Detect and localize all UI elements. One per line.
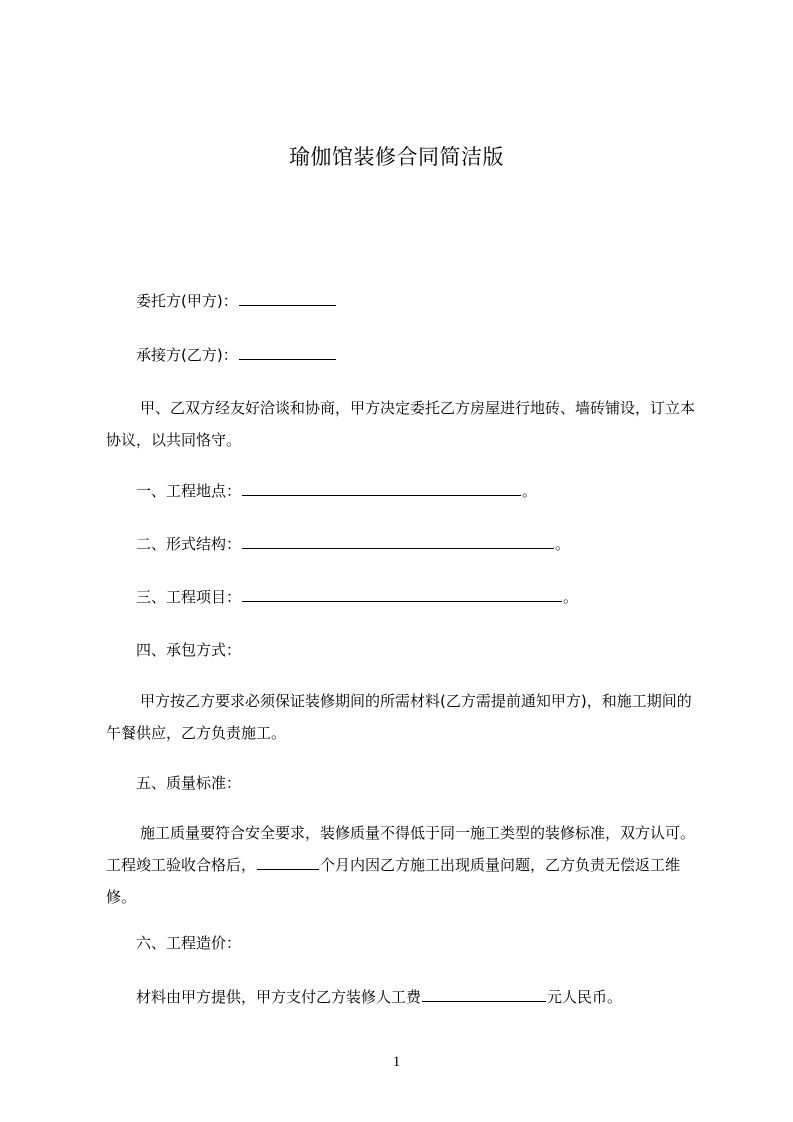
item3-blank — [242, 587, 562, 602]
party-b-label: 承接方(乙方)： — [136, 346, 238, 364]
item5-paragraph — [106, 817, 706, 913]
item5-text-start: 施工质量要符合安全要求，装修质量不得低于同一施工类型的装修标准，双方认可。工程竣工验收合格后， — [106, 824, 696, 874]
item6-heading: 六、工程造价： — [136, 934, 242, 952]
intro-paragraph — [106, 392, 706, 456]
party-a-blank — [239, 291, 336, 306]
item1-label: 一、工程地点： — [136, 482, 242, 500]
item6-text-end: 元人民币。 — [547, 988, 623, 1006]
item5-heading: 五、质量标准： — [136, 774, 242, 792]
item4-paragraph — [106, 685, 706, 749]
item6-blank — [422, 987, 546, 1002]
item3-line — [136, 587, 578, 607]
item2-label: 二、形式结构： — [136, 535, 242, 553]
party-b-line — [136, 345, 337, 365]
party-b-blank — [239, 345, 336, 360]
item5-blank — [257, 855, 319, 870]
item1-blank — [242, 481, 521, 496]
item6-line — [136, 987, 622, 1007]
page-number: 1 — [392, 1054, 401, 1070]
party-a-label: 委托方(甲方)： — [136, 292, 238, 310]
item2-blank — [242, 534, 554, 549]
item5-text-end: 个月内因乙方施工出现质量问题，乙方负责无偿返工维修。 — [106, 856, 681, 906]
page-title: 瑜伽馆装修合同简洁版 — [289, 145, 504, 169]
item2-line — [136, 534, 570, 554]
intro-text: 甲、乙双方经友好洽谈和协商，甲方决定委托乙方房屋进行地砖、墙砖铺设，订立本协议，以共同恪守。 — [106, 399, 696, 449]
item4-heading: 四、承包方式： — [136, 641, 242, 659]
item1-line — [136, 481, 537, 501]
item4-text: 甲方按乙方要求必须保证装修期间的所需材料(乙方需提前通知甲方)，和施工期间的午餐供应，乙方负责施工。 — [106, 692, 692, 742]
item6-text-start: 材料由甲方提供，甲方支付乙方装修人工费 — [136, 988, 422, 1006]
item3-suffix: 。 — [563, 588, 579, 606]
party-a-line — [136, 291, 337, 311]
item1-suffix: 。 — [522, 482, 538, 500]
item3-label: 三、工程项目： — [136, 588, 242, 606]
item2-suffix: 。 — [555, 535, 571, 553]
